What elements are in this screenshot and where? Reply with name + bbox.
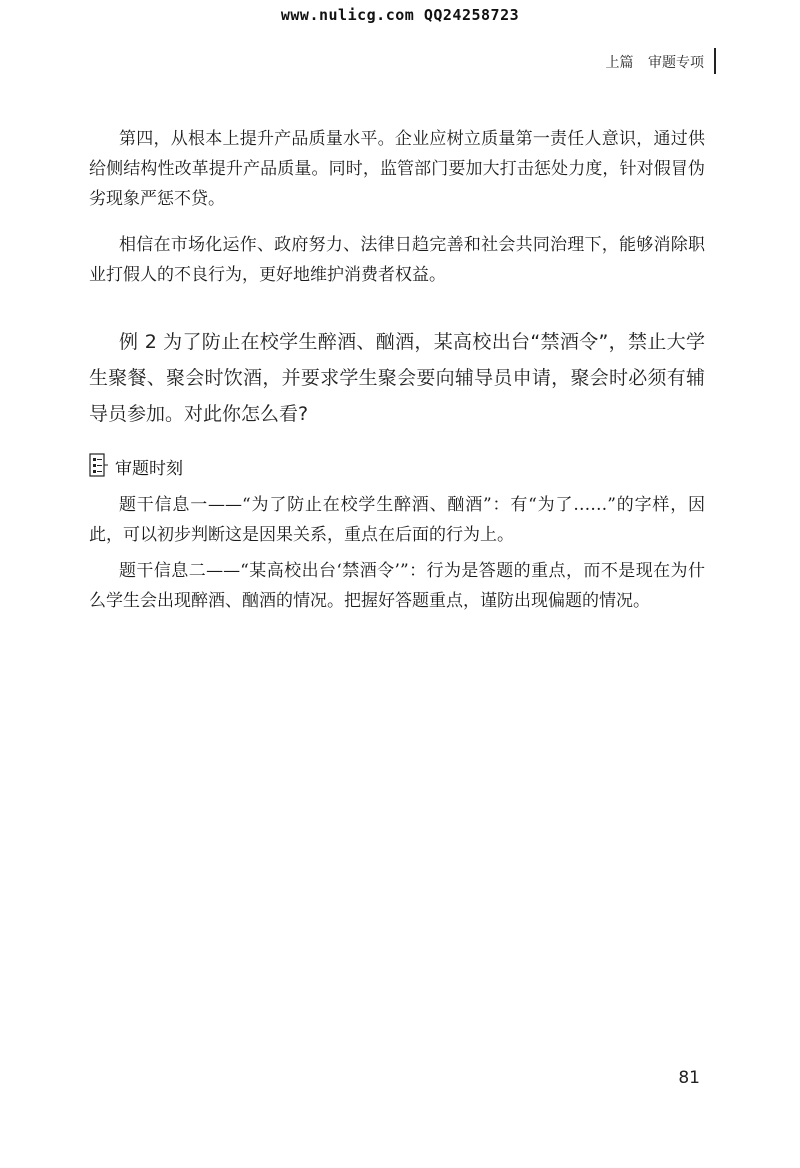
header-section: 上篇 bbox=[605, 55, 634, 71]
running-header bbox=[606, 52, 704, 72]
header-topic: 审题专项 bbox=[648, 55, 704, 71]
analysis-paragraph-1: 题干信息一——“为了防止在校学生醉酒、酗酒”：有“为了……”的字样，因此，可以初步判断这是因果关系，重点在后面的行为上。 bbox=[89, 495, 705, 545]
section-heading bbox=[89, 452, 183, 480]
page-number: 81 bbox=[678, 1068, 700, 1088]
analysis-paragraph-2: 题干信息二——“某高校出台‘禁酒令’”：行为是答题的重点，而不是现在为什么学生会出现醉酒、酗酒的情况。把握好答题重点，谨防出现偏题的情况。 bbox=[89, 561, 705, 611]
body-paragraph-2: 相信在市场化运作、政府努力、法律日趋完善和社会共同治理下，能够消除职业打假人的不良行为，更好地维护消费者权益。 bbox=[89, 235, 705, 285]
example-question: 例 2 为了防止在校学生醉酒、酗酒，某高校出台“禁酒令”，禁止大学生聚餐、聚会时饮酒，并要求学生聚会要向辅导员申请，聚会时必须有辅导员参加。对此你怎么看? bbox=[89, 331, 705, 425]
header-divider bbox=[714, 48, 716, 74]
body-paragraph-1: 第四，从根本上提升产品质量水平。企业应树立质量第一责任人意识，通过供给侧结构性改革提升产品质量。同时，监管部门要加大打击惩处力度，针对假冒伪劣现象严惩不贷。 bbox=[89, 129, 705, 209]
watermark-text: www.nulicg.com QQ24258723 bbox=[280, 6, 520, 24]
clipboard-icon bbox=[89, 453, 109, 479]
section-title: 审题时刻 bbox=[115, 458, 183, 479]
